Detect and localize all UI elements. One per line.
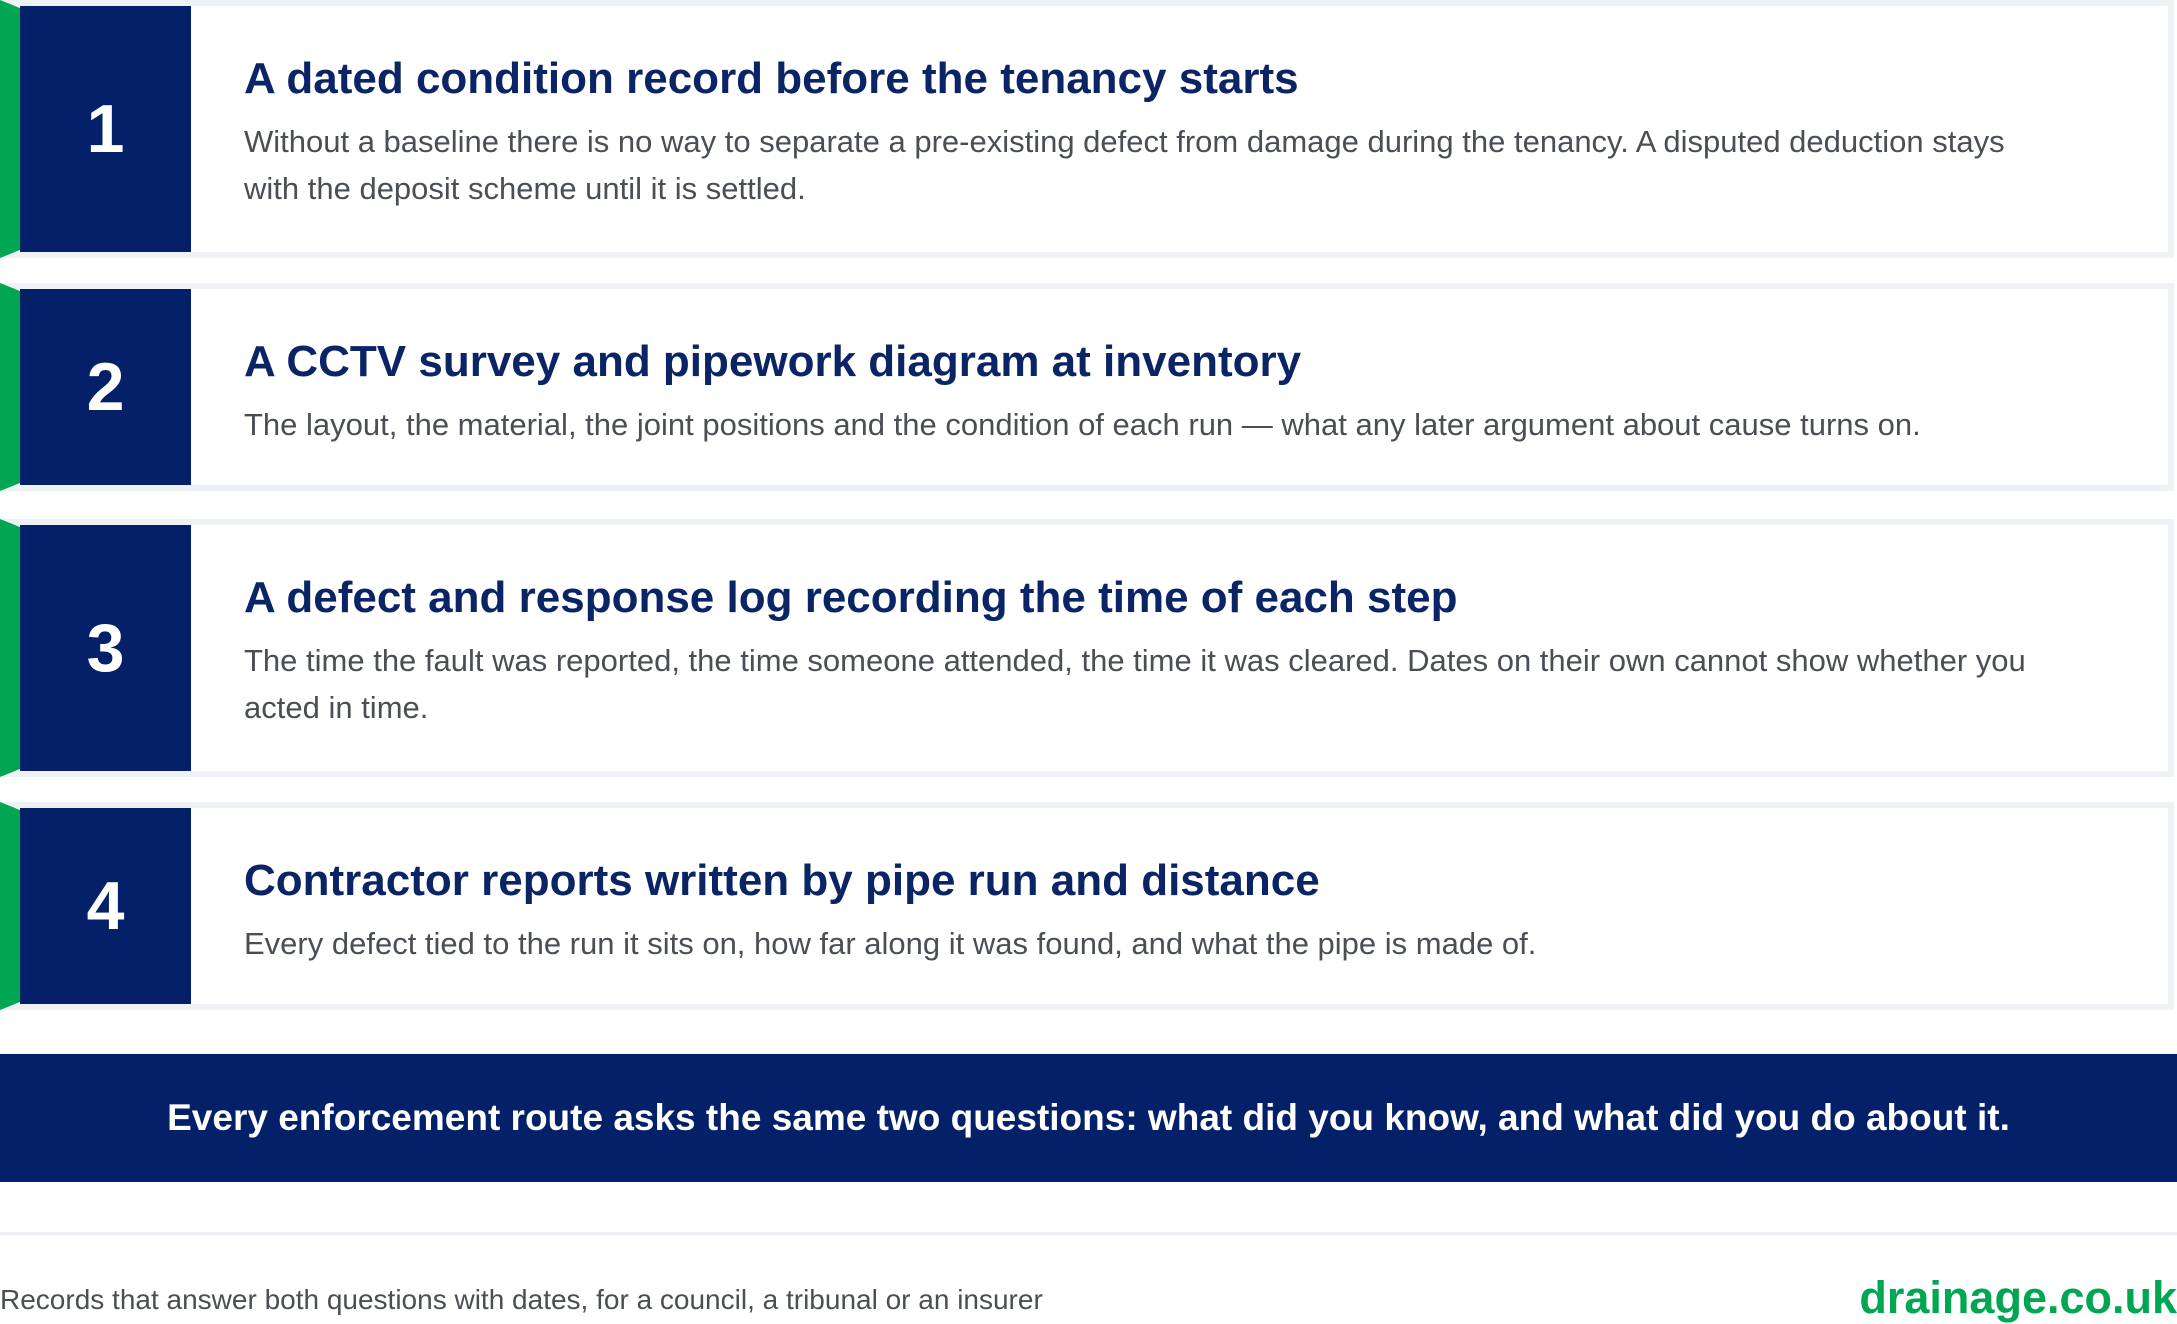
list-item xyxy=(0,0,2174,258)
item-title: A CCTV survey and pipework diagram at inventory xyxy=(244,337,1302,386)
item-description: Every defect tied to the run it sits on, how far along it was found, and what the pipe is made of. xyxy=(244,926,1537,961)
item-accent-bar xyxy=(0,519,20,777)
item-description: The time the fault was reported, the time someone attended, the time it was cleared. Dates on their own cannot show whether you acted in time. xyxy=(244,643,2026,725)
item-accent-bar xyxy=(0,283,20,491)
item-number-badge: 4 xyxy=(20,808,191,1004)
item-accent-bar xyxy=(0,0,20,258)
item-description: Without a baseline there is no way to separate a pre-existing defect from damage during the tenancy. A disputed deduction stays with the deposit scheme until it is settled. xyxy=(244,124,2005,206)
brand-logo-text: drainage.co.uk xyxy=(1859,1272,2177,1323)
footer-divider xyxy=(0,1232,2177,1235)
item-number-badge: 3 xyxy=(20,525,191,771)
item-title: A dated condition record before the tenancy starts xyxy=(244,54,1299,103)
item-description: The layout, the material, the joint positions and the condition of each run — what any later argument about cause turns on. xyxy=(244,407,1921,442)
item-title: A defect and response log recording the time of each step xyxy=(244,573,1458,622)
item-accent-bar xyxy=(0,802,20,1010)
list-item xyxy=(0,802,2174,1010)
list-item xyxy=(0,283,2174,491)
list-item xyxy=(0,519,2174,777)
key-message-banner: Every enforcement route asks the same two questions: what did you know, and what did you do about it. xyxy=(0,1054,2177,1182)
item-title: Contractor reports written by pipe run and distance xyxy=(244,856,1320,905)
item-number-badge: 1 xyxy=(20,6,191,252)
item-number-badge: 2 xyxy=(20,289,191,485)
footer-caption: Records that answer both questions with dates, for a council, a tribunal or an insurer xyxy=(0,1284,1043,1315)
